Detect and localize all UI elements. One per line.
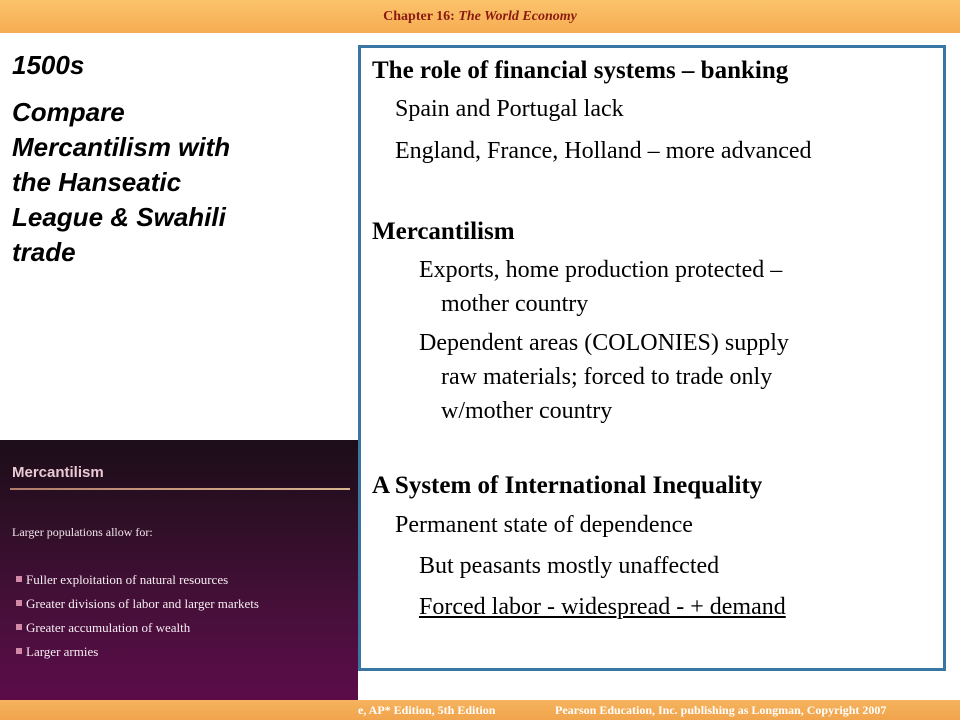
thumbnail-bullet-text: Fuller exploitation of natural resources xyxy=(26,572,229,587)
chapter-label: Chapter 16: xyxy=(383,9,455,24)
thumbnail-bullet xyxy=(16,616,259,640)
inequality-point-underlined: Forced labor - widespread - + demand xyxy=(419,594,786,620)
square-bullet-icon xyxy=(16,600,22,606)
square-bullet-icon xyxy=(16,624,22,630)
footer-edition-citation: e, AP* Edition, 5th Edition xyxy=(358,703,496,717)
financial-point: Spain and Portugal lack xyxy=(395,96,624,122)
prompt-line: Mercantilism with xyxy=(12,132,231,162)
mercantilism-point-continued: w/mother country xyxy=(441,398,613,424)
financial-point: England, France, Holland – more advanced xyxy=(395,138,812,164)
mercantilism-point: Dependent areas (COLONIES) supply xyxy=(419,330,789,356)
footer-copyright: Pearson Education, Inc. publishing as Longman, Copyright 2007 xyxy=(555,703,887,717)
square-bullet-icon xyxy=(16,576,22,582)
mercantilism-point-continued: mother country xyxy=(441,291,589,317)
thumbnail-bullet xyxy=(16,592,259,616)
era-label: 1500s xyxy=(12,50,85,80)
prompt-line: Compare xyxy=(12,97,125,127)
thumbnail-bullet-text: Larger armies xyxy=(26,644,99,659)
inequality-heading: A System of International Inequality xyxy=(372,472,763,499)
prompt-line: the Hanseatic xyxy=(12,167,182,197)
thumbnail-bullet xyxy=(16,640,259,664)
thumbnail-divider xyxy=(10,488,350,490)
mercantilism-heading: Mercantilism xyxy=(372,218,515,245)
chapter-title: The World Economy xyxy=(458,9,577,24)
chapter-header-bar xyxy=(0,0,960,33)
mercantilism-point-continued: raw materials; forced to trade only xyxy=(441,364,773,390)
thumbnail-bullet-list xyxy=(16,568,259,664)
content-box xyxy=(358,45,946,671)
inequality-point: Permanent state of dependence xyxy=(395,512,693,538)
thumbnail-bullet xyxy=(16,568,259,592)
inequality-point: But peasants mostly unaffected xyxy=(419,553,720,579)
mercantilism-point: Exports, home production protected – xyxy=(419,257,783,283)
thumbnail-subheading: Larger populations allow for: xyxy=(12,525,153,539)
mercantilism-thumbnail-slide xyxy=(0,440,358,700)
square-bullet-icon xyxy=(16,648,22,654)
thumbnail-bullet-text: Greater accumulation of wealth xyxy=(26,620,191,635)
slide-prompt xyxy=(12,48,342,270)
prompt-line: trade xyxy=(12,237,76,267)
financial-systems-heading: The role of financial systems – banking xyxy=(372,57,789,84)
footer-bar xyxy=(0,700,960,720)
thumbnail-bullet-text: Greater divisions of labor and larger markets xyxy=(26,596,259,611)
prompt-line: League & Swahili xyxy=(12,202,226,232)
thumbnail-heading: Mercantilism xyxy=(12,464,104,481)
